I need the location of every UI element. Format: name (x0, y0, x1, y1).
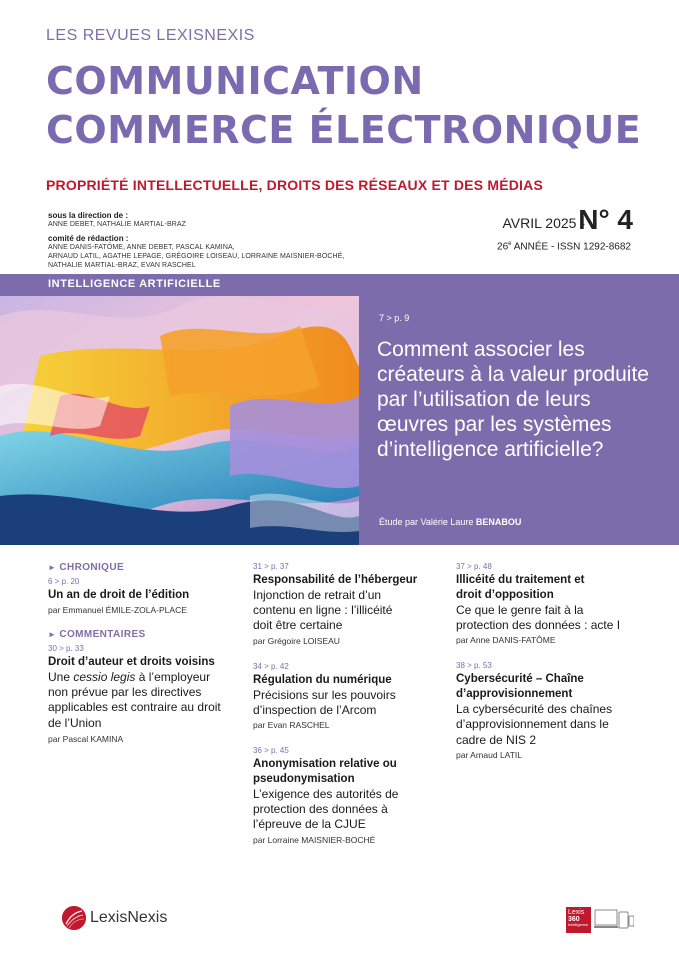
triangle-right-icon: ► (48, 629, 57, 639)
article-subtitle: L’exigence des autorités de protection des données à l’épreuve de la CJUE (253, 786, 399, 832)
column-3 (456, 562, 646, 760)
journal-subtitle: PROPRIÉTÉ INTELLECTUELLE, DROITS DES RÉSEAUX ET DES MÉDIAS (46, 177, 543, 193)
feature-ref: 7 > p. 9 (379, 313, 410, 323)
issue-year-issn (497, 241, 631, 252)
chronique-author: par Emmanuel ÉMILE-ZOLA-PLACE (48, 604, 187, 615)
article-title: Régulation du numérique (253, 673, 392, 686)
chronique-heading (48, 562, 238, 573)
article-ref: 31 > p. 37 (253, 562, 289, 571)
article-author: par Lorraine MAISNIER-BOCHÉ (253, 834, 376, 845)
article-author: par Anne DANIS-FATÔME (456, 635, 556, 646)
article-title: Droit d’auteur et droits voisins (48, 655, 215, 668)
column-1 (48, 562, 238, 744)
cover-artwork (0, 296, 359, 545)
column-2 (253, 562, 443, 845)
badge-line2: 360 (568, 916, 580, 923)
article-subtitle (48, 670, 233, 731)
comite-line3: NATHALIE MARTIAL-BRAZ, EVAN RASCHEL (48, 262, 196, 269)
commentaires-label: COMMENTAIRES (59, 628, 146, 640)
issue-number: N° 4 (578, 204, 633, 235)
chronique-label: CHRONIQUE (59, 562, 125, 573)
chronique-ref: 6 > p. 20 (48, 577, 80, 586)
article-ref: 36 > p. 45 (253, 746, 289, 756)
year-number: 26 (497, 241, 509, 253)
issue-date: AVRIL 2025 - (502, 215, 585, 231)
article-subtitle: Ce que le genre fait à la protection des données : acte I (456, 602, 621, 633)
article-subtitle: Précisions sur les pouvoirs d’inspection de l’Arcom (253, 687, 396, 717)
article-subtitle: Injonction de retrait d’un contenu en ligne : l’illicéité doit être certaine (253, 587, 393, 633)
feature-title: Comment associer les créateurs à la valeur produite par l’utilisation de leurs œuvres par les systèmes d’intelligence artificielle? (377, 338, 649, 461)
article-ref: 30 > p. 33 (48, 643, 84, 653)
article-title: Illicéité du traitement et droit d’opposition (456, 574, 585, 601)
sub-italic: cessio legis (73, 669, 136, 684)
article-title: Responsabilité de l’hébergeur (253, 574, 418, 586)
article-ref: 34 > p. 42 (253, 661, 289, 671)
lexis360-badge (566, 907, 591, 933)
commentaires-heading (48, 629, 238, 640)
comite-line1: ANNE DANIS-FATÔME, ANNE DEBET, PASCAL KAMINA, (48, 244, 235, 251)
article-subtitle: La cybersécurité des chaînes d’approvisionnement dans le cadre de NIS 2 (456, 702, 613, 747)
feature-author-name: BENABOU (475, 517, 522, 527)
feature-author-prefix: Étude par Valérie Laure (379, 517, 476, 527)
comite-line2: ARNAUD LATIL, AGATHE LEPAGE, GRÉGOIRE LOISEAU, LORRAINE MAISNIER-BOCHÉ, (48, 253, 345, 260)
series-name: LES REVUES LEXISNEXIS (46, 27, 255, 44)
journal-title-line2: COMMERCE ÉLECTRONIQUE (46, 108, 642, 152)
article-title: Anonymisation relative ou pseudonymisation (253, 758, 397, 785)
sub-pre: Une (48, 669, 74, 684)
article-author: par Arnaud LATIL (456, 749, 522, 760)
comite-label: comité de rédaction : (48, 234, 129, 243)
publisher-name: LexisNexis (90, 909, 168, 926)
lexisnexis-logo-icon (62, 906, 86, 930)
badge-line3: Intelligence (568, 922, 589, 927)
devices-icon (594, 907, 634, 933)
sub-post: à l’employeur non prévue par les directives applicables est contraire au droit de l’Union (48, 669, 221, 730)
direction-label: sous la direction de : (48, 211, 129, 220)
article-title: Cybersécurité – Chaîne d’approvisionnement (456, 673, 584, 701)
article-author: par Grégoire LOISEAU (253, 635, 340, 646)
article-ref: 37 > p. 48 (456, 562, 492, 571)
article-author: par Evan RASCHEL (253, 720, 330, 731)
year-issn: ANNÉE - ISSN 1292-8682 (511, 241, 631, 253)
journal-title-line1: COMMUNICATION (46, 59, 424, 103)
badge-line1: Lexis (568, 909, 585, 916)
feature-author (379, 517, 521, 527)
chronique-title: Un an de droit de l’édition (48, 589, 190, 601)
triangle-right-icon: ► (48, 563, 57, 572)
publisher-logo (62, 905, 167, 931)
article-author: par Pascal KAMINA (48, 733, 124, 744)
section-label: INTELLIGENCE ARTIFICIELLE (48, 278, 221, 290)
article-ref: 38 > p. 53 (456, 661, 492, 671)
direction-names: ANNE DEBET, NATHALIE MARTIAL-BRAZ (48, 221, 187, 228)
year-sup: e (508, 241, 512, 247)
